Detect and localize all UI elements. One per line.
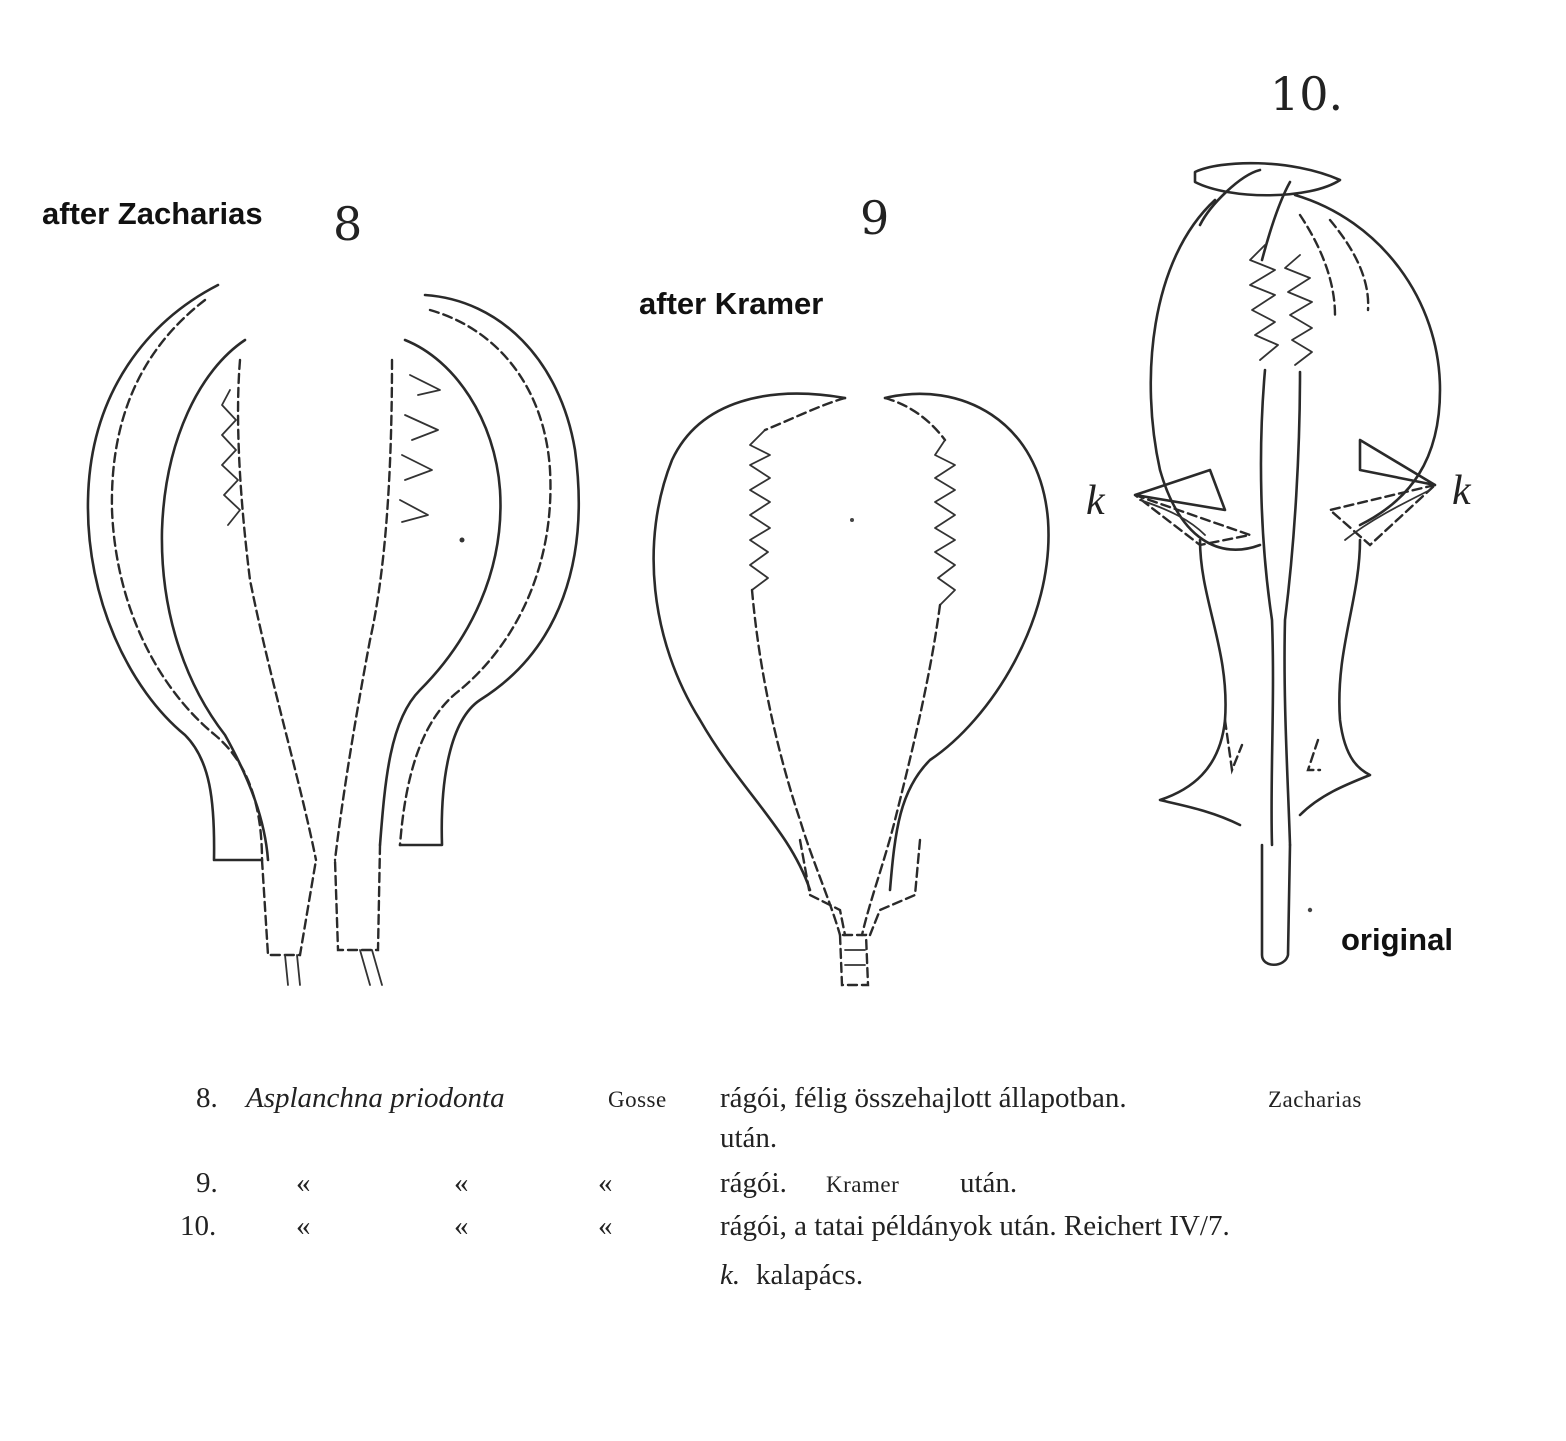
caption-row8-text: rágói, félig összehajlott állapotban. xyxy=(720,1082,1127,1114)
fig8-number: 8 xyxy=(333,197,363,251)
fig9-source-label: after Kramer xyxy=(639,286,824,321)
fig10-drawing xyxy=(1135,163,1440,965)
caption-row8-species: Asplanchna priodonta xyxy=(246,1082,505,1114)
caption-row10-ditto-1: « xyxy=(296,1210,311,1242)
fig9-drawing xyxy=(654,394,1049,985)
caption-row10-ditto-3: « xyxy=(598,1210,613,1242)
caption-row9-number: 9. xyxy=(196,1167,218,1199)
caption-row9-ditto-1: « xyxy=(296,1167,311,1199)
fig9-number: 9 xyxy=(860,191,890,245)
caption-row8-author: Gosse xyxy=(608,1087,667,1112)
fig10-k-right-label: k xyxy=(1452,468,1471,514)
caption-row9-text: rágói. xyxy=(720,1167,787,1199)
fig10-number: 10. xyxy=(1270,67,1344,121)
fig10-k-left-label: k xyxy=(1086,478,1105,524)
caption-row9-continuation: után. xyxy=(960,1167,1018,1199)
caption-row9-ditto-3: « xyxy=(598,1167,613,1199)
caption-row9-ditto-2: « xyxy=(454,1167,469,1199)
caption-row10-ditto-2: « xyxy=(454,1210,469,1242)
caption-row10-text: rágói, a tatai példányok után. Reichert IV/7. xyxy=(720,1210,1230,1242)
caption-row8-number: 8. xyxy=(196,1082,218,1114)
caption-row9-smallcaps: Kramer xyxy=(826,1172,900,1197)
caption xyxy=(180,1082,1362,1291)
caption-row10-continuation: kalapács. xyxy=(756,1259,864,1291)
caption-row10-k: k. xyxy=(720,1259,741,1291)
caption-row10-number: 10. xyxy=(180,1210,217,1242)
fig8-drawing xyxy=(88,285,579,985)
fig10-source-label: original xyxy=(1341,922,1453,957)
caption-row8-smallcaps: Zacharias xyxy=(1268,1087,1362,1112)
caption-row8-continuation: után. xyxy=(720,1122,778,1154)
fig8-source-label: after Zacharias xyxy=(42,196,263,231)
